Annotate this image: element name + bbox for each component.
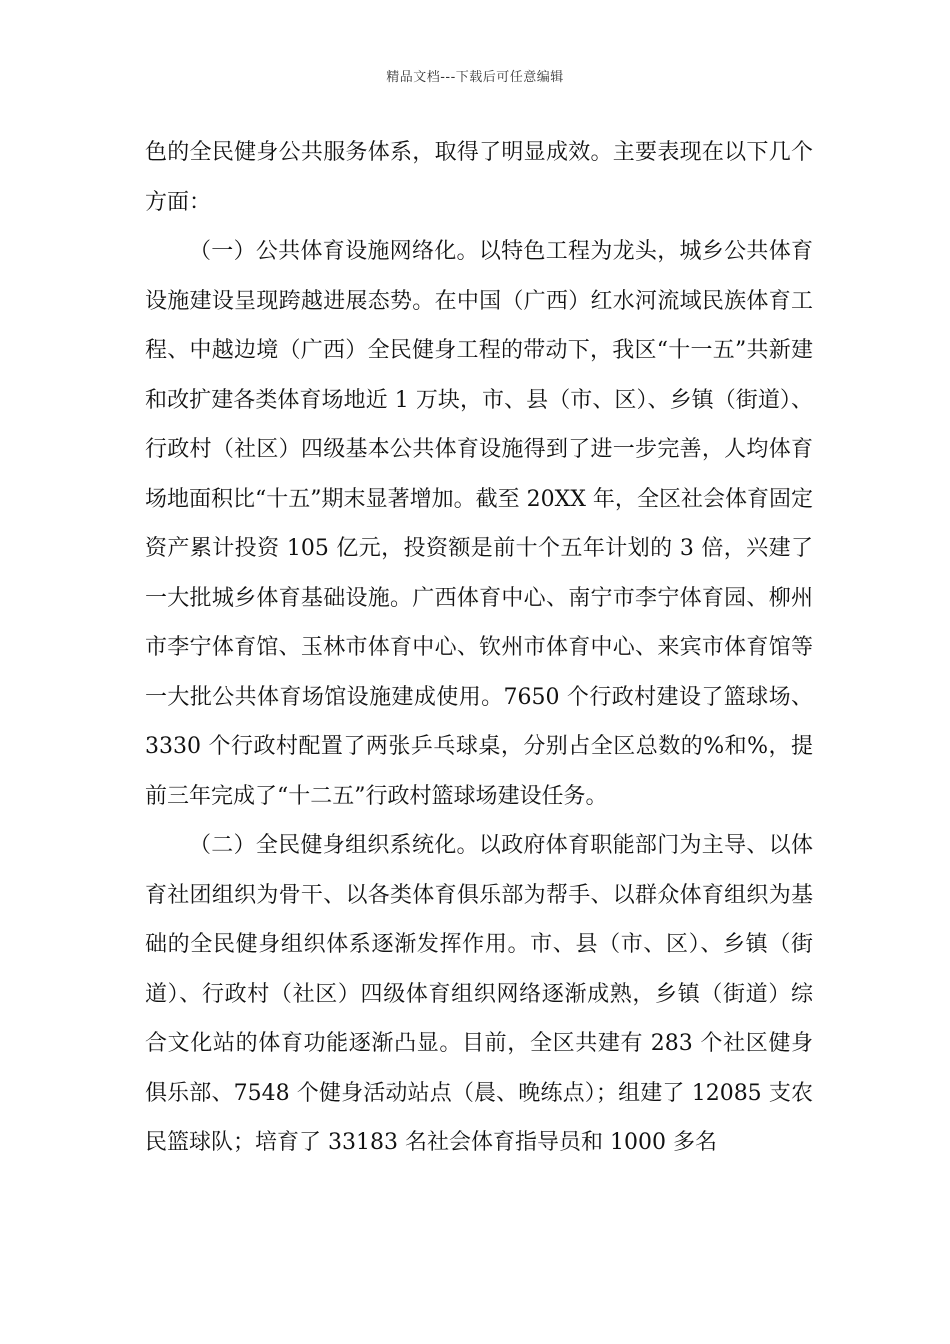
paragraph-public-facilities: （一）公共体育设施网络化。以特色工程为龙头，城乡公共体育设施建设呈现跨越进展态势。在中国（广西）红水河流域民族体育工程、中越边境（广西）全民健身工程的带动下，我区“十一五”共新建和改扩建各类体育场地近 1 万块，市、县（市、区）、乡镇（街道）、行政村（社区）四级基本公共体育设施得到了进一步完善，人均体育场地面积比“十五”期末显著增加。截至 20XX 年，全区社会体育固定资产累计投资 105 亿元，投资额是前十个五年计划的 3 倍，兴建了一大批城乡体育基础设施。广西体育中心、南宁市李宁体育园、柳州市李宁体育馆、玉林市体育中心、钦州市体育中心、来宾市体育馆等一大批公共体育场馆设施建成使用。7650 个行政村建设了篮球场、3330 个行政村配置了两张乒乓球桌，分别占全区总数的%和%，提前三年完成了“十二五”行政村篮球场建设任务。	[145, 239, 813, 809]
page-header: 精品文档---下载后可任意编辑	[386, 70, 564, 85]
document-body	[145, 128, 813, 1168]
paragraph-intro-continuation: 色的全民健身公共服务体系，取得了明显成效。主要表现在以下几个方面：	[145, 140, 813, 215]
paragraph-fitness-organization: （二）全民健身组织系统化。以政府体育职能部门为主导、以体育社团组织为骨干、以各类体育俱乐部为帮手、以群众体育组织为基础的全民健身组织体系逐渐发挥作用。市、县（市、区）、乡镇（街道）、行政村（社区）四级体育组织网络逐渐成熟，乡镇（街道）综合文化站的体育功能逐渐凸显。目前，全区共建有 283 个社区健身俱乐部、7548 个健身活动站点（晨、晚练点）；组建了 12085 支农民篮球队；培育了 33183 名社会体育指导员和 1000 多名	[145, 833, 813, 1155]
